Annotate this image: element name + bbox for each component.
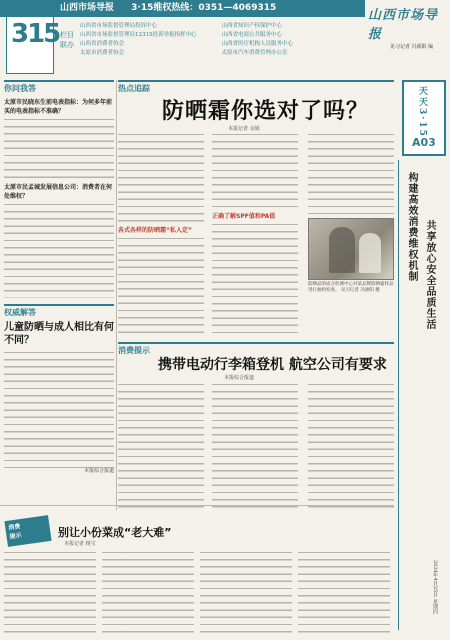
bottom-feature [0,510,394,640]
photo-person [329,227,355,273]
masthead [368,0,450,80]
text-block [200,550,292,636]
page-badge [402,80,446,156]
qa2-question: 太原市民孟城发展信息公司：消费者在何处维权？ [4,184,113,200]
right-column [398,80,450,640]
qa2-body-text [4,202,114,298]
text-block [212,132,298,208]
left-article-title: 儿童防晒与成人相比有何不同？ [4,322,114,346]
left-article-byline: 本报综合报道 [83,468,114,474]
consumer-tips-badge [4,515,51,547]
second-headline: 携带电动行李箱登机 航空公司有要求 [158,357,387,373]
subhead-spf: 正确了解SPF值和PA值 [212,213,276,220]
section-consumer-head: 消费提示 [118,342,394,356]
bottom-divider [0,505,394,506]
badge-line: 消费 [7,523,21,532]
qa1-body-text [4,117,114,179]
hotline: 3·15维权热线：0351—4069315 [131,3,277,13]
org-item: 山西省医疗机构人员服务中心 [221,41,294,47]
slogan-1: 构建高效消费维权机制 [406,172,417,282]
page-date-vertical: 天天3·15 [417,86,427,138]
main-article-body [118,132,394,337]
main-headline: 防晒霜你选对了吗？ [162,99,370,124]
org-item: 山西省知识产权保护中心 [221,23,283,29]
org-item: 山西省消费者协会 [80,41,125,47]
publish-date: 2024年4月25日 星期四 [432,560,438,614]
text-block [118,382,204,508]
315-logo [6,16,60,74]
subhead-custom: 各式各样的防晒霜“私人定” [118,227,192,234]
org-item: 太原市汽车消费管理办公室 [221,50,288,56]
badge-line: 提示 [9,531,23,541]
org-item: 太原市消费者协会 [80,50,125,56]
text-block [212,222,298,336]
left-article-body [4,350,114,468]
logo-digits: 315 [11,19,60,49]
masthead-credit: 见习记者 冯源阳 编 [390,44,434,50]
section-qa-head: 你问我答 [4,80,114,94]
column-divider [116,80,117,510]
photo-person [359,233,381,273]
header-bar [0,0,365,17]
photo-caption: 防晒品的成分检测中心对某品牌防晒霜样品进行抽检检查。 见习记者 冯源阳 摄 [308,282,394,293]
section-authority-head: 权威解答 [4,304,114,318]
text-block [308,132,394,214]
text-block [102,550,194,636]
page-header [0,0,450,80]
right-rule [398,160,399,630]
news-photo [308,218,394,280]
newspaper-brand: 山西市场导报 [368,8,439,42]
text-block [118,132,204,222]
org-item: 山西省电商公共服务中心 [221,32,283,38]
text-block [298,550,390,636]
bottom-headline: 别让小份菜成“老大难” [58,526,172,539]
bottom-byline: 本报记者 杨宝 [64,541,96,547]
text-block [308,382,394,508]
text-block [4,550,96,636]
page-number: A03 [412,136,436,149]
org-item: 山西省市场监督管理局投诉中心 [80,23,158,29]
text-block [118,236,204,336]
section-hot-head: 热点追踪 [118,80,394,94]
organizer-list [80,22,355,58]
header-bar-title: 山西市场导报 [60,3,115,13]
main-byline: 本报记者 余娟 [228,126,260,132]
slogan-2: 共享放心安全品质生活 [424,220,435,330]
text-block [212,382,298,508]
org-item: 山西省市场监督管理局12315投诉举报指挥中心 [80,32,197,38]
second-byline: 本报综合报道 [224,375,255,381]
qa1-question: 太原市民晓东生前电表指标：为何多年前买的电表指标不准确？ [4,99,113,115]
column-union-label: 栏目联办 [60,31,74,49]
